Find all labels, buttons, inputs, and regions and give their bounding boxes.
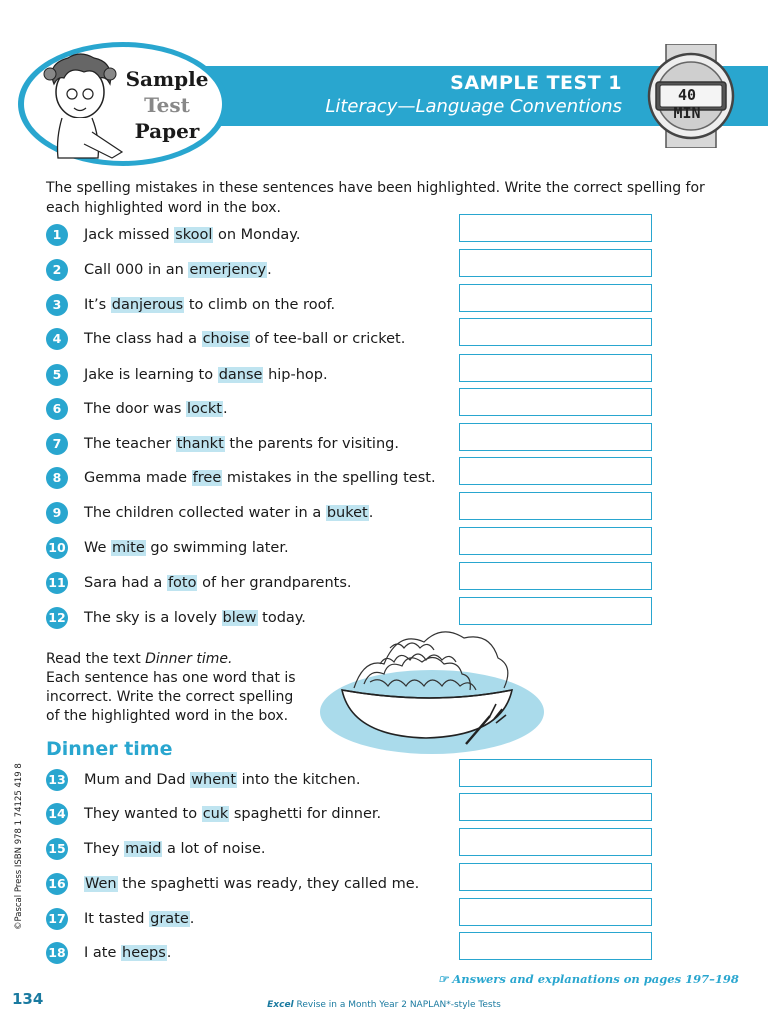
question-number: 15: [46, 838, 68, 860]
answers-link[interactable]: [438, 972, 739, 986]
footer: [0, 1000, 768, 1010]
sentence-before: We: [84, 540, 112, 556]
read-title: Dinner time.: [145, 651, 233, 667]
sentence-after: .: [368, 505, 374, 521]
question-number: 4: [46, 328, 68, 350]
question-sentence: [84, 468, 436, 488]
highlighted-word: lockt: [187, 401, 222, 417]
test-title: SAMPLE TEST 1: [450, 72, 622, 94]
answer-box[interactable]: [459, 354, 652, 382]
highlighted-word: choise: [202, 331, 250, 347]
read-instructions: [46, 650, 306, 726]
question-number: 2: [46, 259, 68, 281]
question-number: 3: [46, 294, 68, 316]
sample-label-line1: Sample: [125, 67, 209, 91]
question-row: [46, 364, 656, 388]
question-sentence: [84, 573, 352, 593]
highlighted-word: Wen: [85, 876, 117, 892]
question-sentence: [84, 538, 289, 558]
footer-text: Revise in a Month Year 2 NAPLAN*-style Tests: [293, 1000, 501, 1010]
answer-box[interactable]: [459, 898, 652, 926]
answer-box[interactable]: [459, 492, 652, 520]
highlighted-word: thankt: [176, 436, 224, 452]
question-sentence: [84, 909, 194, 929]
read-rest: Each sentence has one word that is incorrect. Write the correct spelling of the highlighted word in the box.: [46, 670, 296, 724]
highlighted-word: emerjency: [189, 262, 267, 278]
sentence-before: It tasted: [84, 911, 150, 927]
sentence-before: The children collected water in a: [84, 505, 326, 521]
question-row: [46, 942, 656, 966]
question-number: 13: [46, 769, 68, 791]
question-row: [46, 572, 656, 596]
highlighted-word: cuk: [202, 806, 229, 822]
copyright-isbn: ©Pascal Press ISBN 978 1 74125 419 8: [14, 763, 24, 930]
question-number: 11: [46, 572, 68, 594]
section-title-dinner-time: Dinner time: [46, 738, 173, 760]
question-number: 1: [46, 224, 68, 246]
question-row: [46, 294, 656, 318]
question-sentence: [84, 399, 228, 419]
sentence-before: I ate: [84, 945, 121, 961]
question-sentence: [84, 260, 272, 280]
question-row: [46, 502, 656, 526]
sample-test-paper-label: [124, 66, 210, 144]
question-sentence: [84, 943, 171, 963]
sentence-after: .: [267, 262, 272, 278]
sentence-before: Gemma made: [84, 470, 192, 486]
sentence-before: Jack missed: [84, 227, 175, 243]
sentence-after: the parents for visiting.: [224, 436, 399, 452]
sample-label-line2: Test: [144, 93, 190, 117]
spaghetti-bowl-icon: [320, 624, 546, 756]
sentence-before: They: [84, 841, 125, 857]
sentence-after: the spaghetti was ready, they called me.: [117, 876, 420, 892]
sentence-before: They wanted to: [84, 806, 202, 822]
sentence-after: today.: [257, 610, 306, 626]
instructions: The spelling mistakes in these sentences have been highlighted. Write the correct spelling for each highlighted word in the box.: [46, 180, 705, 216]
answer-box[interactable]: [459, 214, 652, 242]
sentence-before: Call 000 in an: [84, 262, 189, 278]
question-number: 17: [46, 908, 68, 930]
question-number: 6: [46, 398, 68, 420]
sentence-after: .: [189, 911, 195, 927]
question-number: 14: [46, 803, 68, 825]
sentence-after: into the kitchen.: [237, 772, 361, 788]
question-sentence: [84, 770, 360, 790]
highlighted-word: heeps: [122, 945, 166, 961]
question-sentence: [84, 329, 405, 349]
question-row: [46, 398, 656, 422]
test-subtitle: Literacy—Language Conventions: [325, 96, 622, 117]
answer-box[interactable]: [459, 793, 652, 821]
question-row: [46, 908, 656, 932]
question-number: 10: [46, 537, 68, 559]
highlighted-word: mite: [112, 540, 145, 556]
answer-box[interactable]: [459, 828, 652, 856]
answer-box[interactable]: [459, 759, 652, 787]
sentence-after: spaghetti for dinner.: [229, 806, 382, 822]
sentence-after: of tee-ball or cricket.: [250, 331, 406, 347]
footer-brand: Excel: [267, 1000, 294, 1010]
timer-display: 40 MIN: [673, 86, 701, 122]
answer-box[interactable]: [459, 318, 652, 346]
highlighted-word: danjerous: [111, 297, 184, 313]
question-sentence: [84, 874, 419, 894]
question-row: [46, 328, 656, 352]
page-number: 134: [12, 990, 44, 1008]
answer-box[interactable]: [459, 932, 652, 960]
highlighted-word: maid: [125, 841, 162, 857]
sentence-after: a lot of noise.: [162, 841, 266, 857]
answer-box[interactable]: [459, 863, 652, 891]
question-number: 12: [46, 607, 68, 629]
question-sentence: [84, 608, 306, 628]
highlighted-word: blew: [222, 610, 257, 626]
sentence-before: The class had a: [84, 331, 202, 347]
answers-link-text: Answers and explanations on pages 197–198: [452, 972, 739, 986]
sentence-after: on Monday.: [213, 227, 301, 243]
sentence-before: The door was: [84, 401, 187, 417]
girl-illustration-icon: [40, 52, 130, 162]
question-number: 8: [46, 467, 68, 489]
sentence-before: The teacher: [84, 436, 176, 452]
sentence-before: Jake is learning to: [84, 367, 218, 383]
question-row: [46, 803, 656, 827]
highlighted-word: foto: [167, 575, 197, 591]
pointing-hand-icon: ☞: [438, 972, 453, 986]
read-prefix: Read the text: [46, 651, 146, 667]
question-number: 16: [46, 873, 68, 895]
answer-box[interactable]: [459, 249, 652, 277]
question-sentence: [84, 295, 335, 315]
question-row: [46, 224, 656, 248]
question-sentence: [84, 365, 328, 385]
question-number: 7: [46, 433, 68, 455]
highlighted-word: skool: [175, 227, 213, 243]
question-number: 18: [46, 942, 68, 964]
question-number: 5: [46, 364, 68, 386]
sentence-after: hip-hop.: [263, 367, 328, 383]
question-row: [46, 259, 656, 283]
answer-box[interactable]: [459, 284, 652, 312]
question-sentence: [84, 503, 373, 523]
highlighted-word: buket: [326, 505, 368, 521]
question-row: [46, 873, 656, 897]
sentence-after: go swimming later.: [145, 540, 289, 556]
sentence-before: It’s: [84, 297, 111, 313]
highlighted-word: whent: [191, 772, 237, 788]
sentence-after: of her grandparents.: [197, 575, 352, 591]
answer-box[interactable]: [459, 597, 652, 625]
question-sentence: [84, 225, 300, 245]
answer-box[interactable]: [459, 562, 652, 590]
question-row: [46, 433, 656, 457]
question-sentence: [84, 804, 381, 824]
question-sentence: [84, 434, 399, 454]
question-row: [46, 838, 656, 862]
sentence-after: .: [222, 401, 228, 417]
highlighted-word: free: [192, 470, 222, 486]
sentence-after: .: [166, 945, 172, 961]
answer-box[interactable]: [459, 423, 652, 451]
answer-box[interactable]: [459, 388, 652, 416]
sentence-before: The sky is a lovely: [84, 610, 222, 626]
highlighted-word: danse: [218, 367, 263, 383]
question-row: [46, 467, 656, 491]
sentence-before: Sara had a: [84, 575, 167, 591]
sentence-before: Mum and Dad: [84, 772, 191, 788]
answer-box[interactable]: [459, 457, 652, 485]
sentence-after: mistakes in the spelling test.: [222, 470, 436, 486]
question-row: [46, 537, 656, 561]
answer-box[interactable]: [459, 527, 652, 555]
question-sentence: [84, 839, 265, 859]
sentence-after: to climb on the roof.: [184, 297, 336, 313]
question-number: 9: [46, 502, 68, 524]
sample-label-line3: Paper: [134, 119, 200, 143]
highlighted-word: grate: [150, 911, 189, 927]
question-row: [46, 769, 656, 793]
